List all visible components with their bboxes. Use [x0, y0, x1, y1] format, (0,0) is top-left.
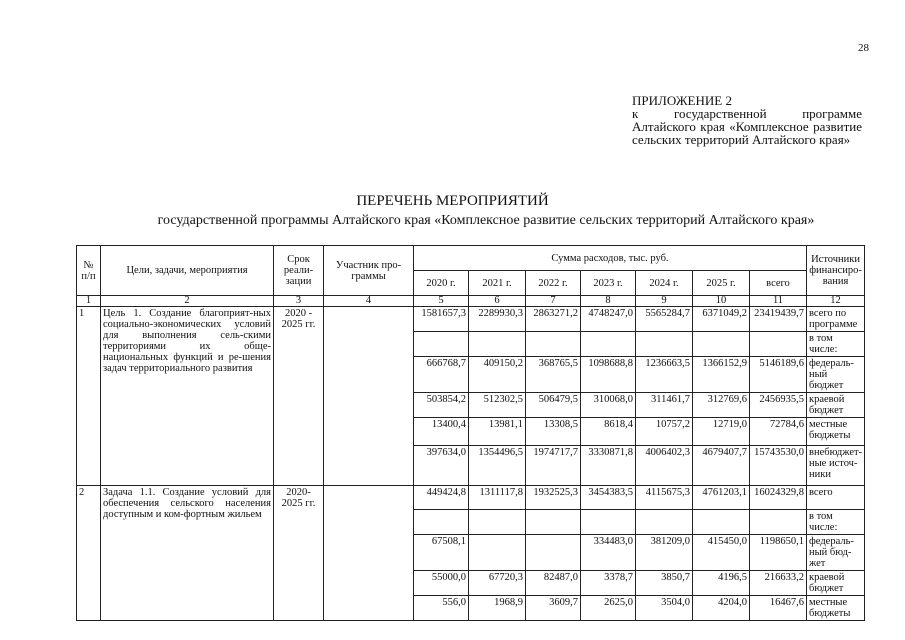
year-value-cell: 1354496,5 — [469, 446, 526, 486]
column-number: 3 — [274, 296, 324, 307]
year-value-cell: 13308,5 — [526, 418, 581, 446]
measure-participant — [324, 307, 414, 486]
year-value-cell: 3850,7 — [636, 571, 693, 596]
year-value-cell: 4204,0 — [693, 596, 750, 621]
year-value-cell: 512302,5 — [469, 393, 526, 418]
column-number: 2 — [101, 296, 274, 307]
year-value-cell — [414, 332, 469, 357]
header-goals: Цели, задачи, мероприятия — [101, 246, 274, 296]
year-value-cell — [581, 332, 636, 357]
year-value-cell: 556,0 — [414, 596, 469, 621]
header-year: 2024 г. — [636, 271, 693, 296]
header-year: 2020 г. — [414, 271, 469, 296]
header-year: 2021 г. — [469, 271, 526, 296]
year-value-cell — [469, 535, 526, 571]
table-row — [77, 486, 865, 510]
total-value-cell: 216633,2 — [750, 571, 807, 596]
year-value-cell: 334483,0 — [581, 535, 636, 571]
year-value-cell: 13400,4 — [414, 418, 469, 446]
year-value-cell: 409150,2 — [469, 357, 526, 393]
year-value-cell: 3378,7 — [581, 571, 636, 596]
funding-source-cell: в том числе: — [807, 332, 865, 357]
header-sources: Источники финансиро-вания — [807, 246, 865, 296]
year-value-cell: 4196,5 — [693, 571, 750, 596]
year-value-cell — [469, 332, 526, 357]
page-number: 28 — [858, 42, 869, 54]
total-value-cell: 1198650,1 — [750, 535, 807, 571]
year-value-cell: 5565284,7 — [636, 307, 693, 332]
year-value-cell — [414, 510, 469, 535]
funding-source-cell: федераль-ный бюджет — [807, 357, 865, 393]
row-number: 2 — [77, 486, 101, 621]
year-value-cell: 4748247,0 — [581, 307, 636, 332]
year-value-cell — [636, 510, 693, 535]
year-value-cell: 8618,4 — [581, 418, 636, 446]
column-number: 7 — [526, 296, 581, 307]
header-total: всего — [750, 271, 807, 296]
year-value-cell: 55000,0 — [414, 571, 469, 596]
measure-text: Цель 1. Создание благоприят-ных социально-экономических условий для выполнения сель-скими территориями их обще-национальных функций и ре-шения задач территориального развития — [101, 307, 274, 486]
year-value-cell: 1932525,3 — [526, 486, 581, 510]
year-value-cell: 415450,0 — [693, 535, 750, 571]
year-value-cell: 397634,0 — [414, 446, 469, 486]
year-value-cell: 312769,6 — [693, 393, 750, 418]
year-value-cell: 503854,2 — [414, 393, 469, 418]
funding-source-cell: местные бюджеты — [807, 418, 865, 446]
year-value-cell: 310068,0 — [581, 393, 636, 418]
year-value-cell: 67720,3 — [469, 571, 526, 596]
header-participant: Участник про-граммы — [324, 246, 414, 296]
row-number: 1 — [77, 307, 101, 486]
appendix-block — [632, 94, 862, 146]
year-value-cell: 368765,5 — [526, 357, 581, 393]
document-subtitle: государственной программы Алтайского края «Комплексное развитие сельских территорий Алтайского края» — [157, 213, 815, 228]
header-year: 2025 г. — [693, 271, 750, 296]
year-value-cell: 4006402,3 — [636, 446, 693, 486]
year-value-cell: 1974717,7 — [526, 446, 581, 486]
year-value-cell: 1968,9 — [469, 596, 526, 621]
year-value-cell: 1581657,3 — [414, 307, 469, 332]
document-title: ПЕРЕЧЕНЬ МЕРОПРИЯТИЙ — [356, 193, 549, 209]
year-value-cell: 449424,8 — [414, 486, 469, 510]
year-value-cell: 2863271,2 — [526, 307, 581, 332]
table-row — [77, 307, 865, 332]
column-number: 1 — [77, 296, 101, 307]
year-value-cell: 3330871,8 — [581, 446, 636, 486]
year-value-cell: 1098688,8 — [581, 357, 636, 393]
year-value-cell: 1311117,8 — [469, 486, 526, 510]
year-value-cell: 4679407,7 — [693, 446, 750, 486]
column-number: 9 — [636, 296, 693, 307]
total-value-cell — [750, 510, 807, 535]
year-value-cell: 1236663,5 — [636, 357, 693, 393]
year-value-cell: 4115675,3 — [636, 486, 693, 510]
funding-source-cell: краевой бюджет — [807, 571, 865, 596]
year-value-cell — [526, 535, 581, 571]
header-sum: Сумма расходов, тыс. руб. — [414, 246, 807, 271]
column-number: 11 — [750, 296, 807, 307]
year-value-cell — [636, 332, 693, 357]
year-value-cell: 381209,0 — [636, 535, 693, 571]
total-value-cell: 15743530,0 — [750, 446, 807, 486]
funding-source-cell: краевой бюджет — [807, 393, 865, 418]
total-value-cell: 5146189,6 — [750, 357, 807, 393]
funding-source-cell: федераль-ный бюд-жет — [807, 535, 865, 571]
column-number: 10 — [693, 296, 750, 307]
year-value-cell: 1366152,9 — [693, 357, 750, 393]
column-number: 12 — [807, 296, 865, 307]
appendix-text: к государственной программе Алтайского края «Комплексное развитие сельских территорий Алтайского края» — [632, 106, 862, 147]
year-value-cell: 12719,0 — [693, 418, 750, 446]
year-value-cell: 3609,7 — [526, 596, 581, 621]
year-value-cell: 13981,1 — [469, 418, 526, 446]
header-year: 2023 г. — [581, 271, 636, 296]
year-value-cell — [469, 510, 526, 535]
year-value-cell: 82487,0 — [526, 571, 581, 596]
funding-source-cell: местные бюджеты — [807, 596, 865, 621]
measure-term: 2020 - 2025 гг. — [274, 307, 324, 486]
measure-term: 2020-2025 гг. — [274, 486, 324, 621]
measures-table — [76, 245, 865, 621]
year-value-cell: 3504,0 — [636, 596, 693, 621]
total-value-cell — [750, 332, 807, 357]
measure-participant — [324, 486, 414, 621]
year-value-cell: 666768,7 — [414, 357, 469, 393]
column-number: 5 — [414, 296, 469, 307]
year-value-cell: 2289930,3 — [469, 307, 526, 332]
year-value-cell: 3454383,5 — [581, 486, 636, 510]
year-value-cell: 67508,1 — [414, 535, 469, 571]
funding-source-cell: всего — [807, 486, 865, 510]
appendix-title: ПРИЛОЖЕНИЕ 2 — [632, 93, 732, 108]
funding-source-cell: в том числе: — [807, 510, 865, 535]
year-value-cell — [581, 510, 636, 535]
column-number: 8 — [581, 296, 636, 307]
total-value-cell: 2456935,5 — [750, 393, 807, 418]
year-value-cell: 311461,7 — [636, 393, 693, 418]
year-value-cell: 6371049,2 — [693, 307, 750, 332]
header-term: Срок реали-зации — [274, 246, 324, 296]
column-number: 6 — [469, 296, 526, 307]
column-number: 4 — [324, 296, 414, 307]
year-value-cell: 10757,2 — [636, 418, 693, 446]
year-value-cell: 2625,0 — [581, 596, 636, 621]
year-value-cell — [526, 332, 581, 357]
total-value-cell: 16467,6 — [750, 596, 807, 621]
funding-source-cell: внебюджет-ные источ-ники — [807, 446, 865, 486]
year-value-cell — [693, 332, 750, 357]
year-value-cell: 4761203,1 — [693, 486, 750, 510]
year-value-cell — [526, 510, 581, 535]
funding-source-cell: всего по программе — [807, 307, 865, 332]
year-value-cell: 506479,5 — [526, 393, 581, 418]
header-year: 2022 г. — [526, 271, 581, 296]
measure-text: Задача 1.1. Создание условий для обеспечения сельского населения доступным и ком-фортным жильем — [101, 486, 274, 621]
total-value-cell: 23419439,7 — [750, 307, 807, 332]
total-value-cell: 16024329,8 — [750, 486, 807, 510]
year-value-cell — [693, 510, 750, 535]
total-value-cell: 72784,6 — [750, 418, 807, 446]
header-num: № п/п — [77, 246, 101, 296]
